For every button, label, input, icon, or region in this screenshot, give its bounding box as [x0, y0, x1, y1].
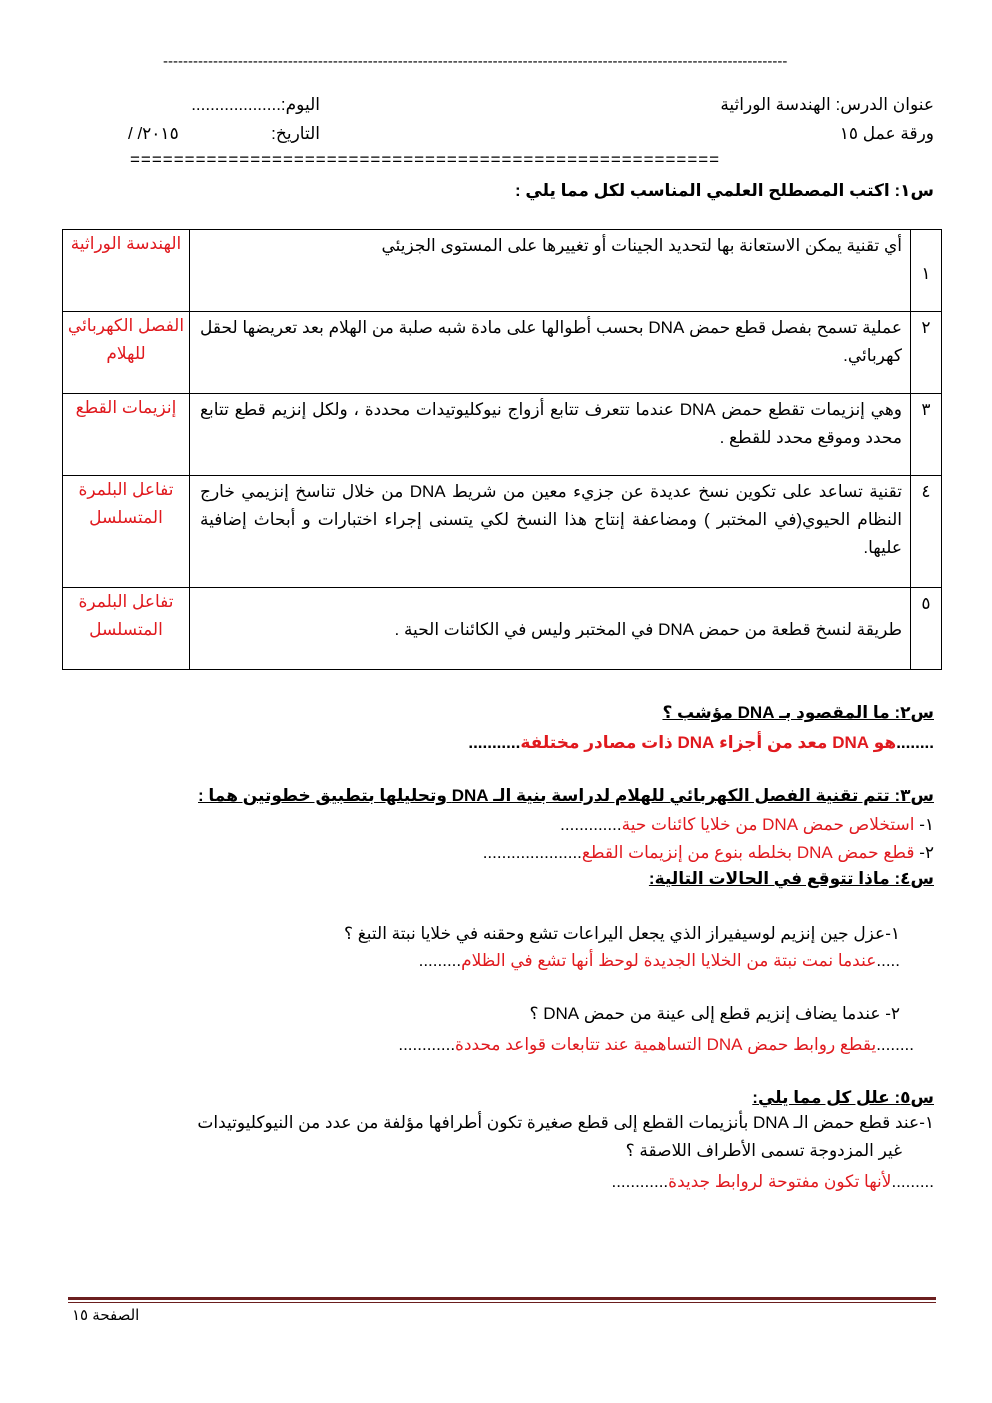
q3-step-1-number: ١- [919, 815, 934, 834]
table-row [63, 312, 942, 394]
row-answer: الفصل الكهربائي للهلام [63, 312, 190, 394]
q4-case-1-suffix: ......... [418, 951, 462, 970]
q3-step-1 [560, 815, 934, 835]
q3-title: س٣: تتم تقنية الفصل الكهربائي للهلام لدراسة بنية الـ DNA وتحليلها بتطبيق خطوتين هما : [198, 786, 934, 805]
q2-answer: هو DNA معد من أجزاء DNA ذات مصادر مختلفة [520, 733, 897, 752]
q5-item-1-answer-line [611, 1172, 934, 1192]
table-row [63, 588, 942, 670]
row-number: ٥ [911, 588, 942, 670]
row-number: ٢ [911, 312, 942, 394]
q3-step-1-dots: ............. [560, 815, 622, 834]
q5-item-1-answer: لأنها تكون مفتوحة لروابط جديدة [668, 1172, 892, 1191]
q3-step-1-answer: استخلاص حمض DNA من خلايا كائنات حية [621, 815, 915, 834]
q2-answer-suffix: ........... [468, 733, 521, 752]
q4-case-1: ١-عزل جين إنزيم لوسيفيراز الذي يجعل اليراعات تشع وحقنه في خلايا نبتة التبغ ؟ [344, 924, 900, 943]
row-answer: تفاعل البلمرة المتسلسل [63, 588, 190, 670]
q4-case-2-prefix: ........ [876, 1035, 914, 1054]
row-definition: تقنية تساعد على تكوين نسخ عديدة عن جزيء معين من شريط DNA من خلال تناسخ إنزيمي خارج النظام الحيوي(في المختبر ) ومضاعفة إنتاج هذا النسخ لكي يتسنى إجراء اختبارات و أبحاث إضافية عليها. [190, 476, 911, 588]
table-row [63, 230, 942, 312]
q5-item-1-suffix: ............ [611, 1172, 669, 1191]
day-field: اليوم:................... [191, 95, 320, 114]
q4-case-2-answer: يقطع روابط حمض DNA التساهمية عند تتابعات قواعد محددة [455, 1035, 877, 1054]
q1-title: س١: اكتب المصطلح العلمي المناسب لكل مما يلي : [515, 181, 934, 200]
table-row [63, 476, 942, 588]
row-definition: طريقة لنسخ قطعة من حمض DNA في المختبر وليس في الكائنات الحية . [190, 588, 911, 670]
header-separator: ====================================================== [130, 152, 721, 168]
top-dashed-rule: ----------------------------------------------------------------------------------------------------------------------------- [163, 56, 788, 68]
date-label: التاريخ: [271, 124, 320, 143]
q5-item-1-line-1: ١-عند قطع حمض الـ DNA بأنزيمات القطع إلى قطع صغيرة تكون أطرافها مؤلفة من عدد من النيوكليوتيدات [197, 1113, 934, 1132]
row-answer: تفاعل البلمرة المتسلسل [63, 476, 190, 588]
terms-table [62, 229, 942, 670]
row-definition: أي تقنية يمكن الاستعانة بها لتحديد الجينات أو تغييرها على المستوى الجزيئي [190, 230, 911, 312]
q4-case-1-answer-line [419, 951, 900, 971]
q5-title: س٥: علل كل مما يلي: [752, 1088, 934, 1107]
row-number: ٤ [911, 476, 942, 588]
q4-case-2: ٢- عندما يضاف إنزيم قطع إلى عينة من حمض DNA ؟ [529, 1004, 900, 1023]
q5-item-1-line-2: غير المزدوجة تسمى الأطراف اللاصقة ؟ [625, 1141, 902, 1160]
table-row [63, 394, 942, 476]
row-answer: الهندسة الوراثية [63, 230, 190, 312]
worksheet-number: ورقة عمل ١٥ [839, 124, 934, 143]
q3-step-2-answer: قطع حمض DNA بخلطه بنوع من إنزيمات القطع [581, 843, 915, 862]
q3-step-2-number: ٢- [919, 843, 934, 862]
q2-title: س٢: ما المقصود بـ DNA مؤشب ؟ [662, 703, 934, 722]
q3-step-2-dots: ..................... [482, 843, 582, 862]
q4-case-1-answer: عندما نمت نبتة من الخلايا الجديدة لوحظ أنها تشع في الظلام [461, 951, 877, 970]
q3-step-2 [483, 843, 934, 863]
q4-case-1-prefix: ..... [876, 951, 900, 970]
footer-rule-thick [68, 1297, 936, 1300]
row-answer: إنزيمات القطع [63, 394, 190, 476]
date-value: / /٢٠١٥ [128, 124, 179, 143]
q4-title: س٤: ماذا تتوقع في الحالات التالية: [648, 869, 934, 888]
q2-answer-line [468, 733, 934, 753]
row-number: ٣ [911, 394, 942, 476]
q4-case-2-suffix: ............ [398, 1035, 456, 1054]
row-number: ١ [911, 230, 942, 312]
q5-item-1-prefix: ......... [891, 1172, 934, 1191]
page-number: الصفحة ١٥ [72, 1307, 140, 1324]
footer-rule-thin [68, 1302, 936, 1303]
row-definition: وهي إنزيمات تقطع حمض DNA عندما تتعرف تتابع أزواج نيوكليوتيدات محددة ، ولكل إنزيم قطع تتابع محدد وموقع محدد للقطع . [190, 394, 911, 476]
q2-answer-prefix: ........ [896, 733, 934, 752]
lesson-title: عنوان الدرس: الهندسة الوراثية [720, 95, 934, 114]
q4-case-2-answer-line [398, 1035, 914, 1055]
row-definition: عملية تسمح بفصل قطع حمض DNA بحسب أطوالها على مادة شبه صلبة من الهلام بعد تعريضها لحقل كهربائي. [190, 312, 911, 394]
